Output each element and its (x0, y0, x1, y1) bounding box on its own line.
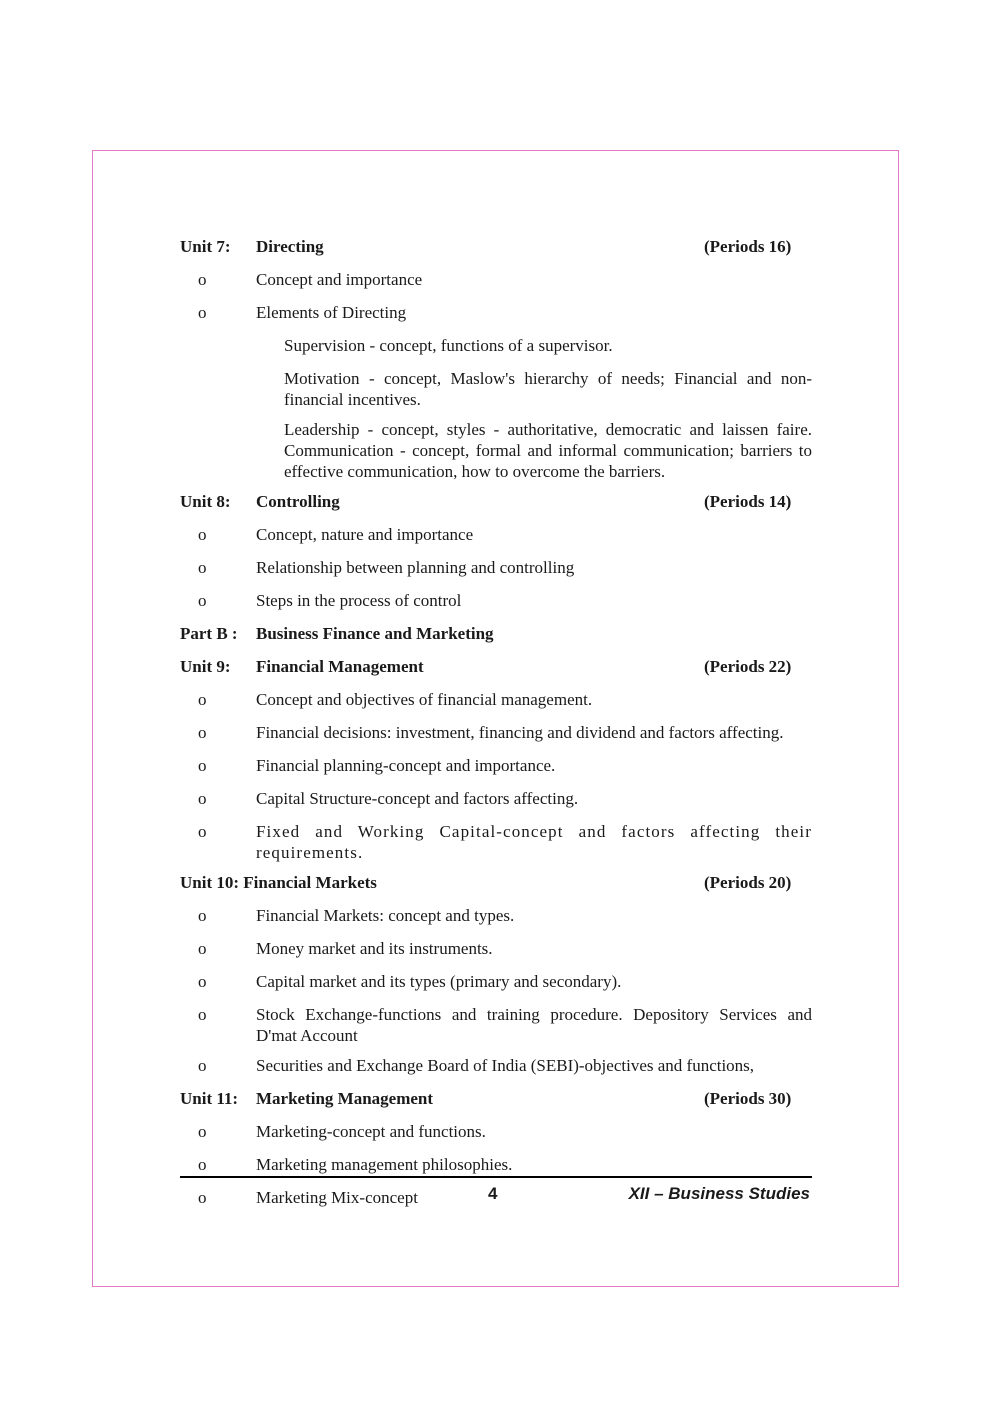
bullet-marker: o (198, 1122, 207, 1141)
unit-label: Unit 11: (180, 1089, 239, 1108)
list-item (180, 557, 812, 581)
item-text: Securities and Exchange Board of India (SEBI)-objectives and functions, (256, 1056, 755, 1075)
unit-9-header (180, 656, 812, 680)
bullet-marker: o (198, 1188, 207, 1207)
bullet-marker: o (198, 1155, 207, 1174)
unit-title: Unit 10: Financial Markets (180, 873, 377, 892)
unit-title: Financial Management (256, 657, 424, 676)
list-item (180, 905, 812, 929)
item-text: Capital market and its types (primary and secondary). (256, 972, 622, 991)
bullet-marker: o (198, 789, 207, 808)
item-text: Marketing management philosophies. (256, 1155, 513, 1174)
list-item (180, 1121, 812, 1145)
item-text: Financial decisions: investment, financing and dividend and factors affecting. (256, 723, 784, 742)
unit-7-header (180, 236, 812, 260)
unit-8-header (180, 491, 812, 515)
unit-periods: (Periods 14) (704, 492, 792, 511)
part-b-header (180, 623, 812, 647)
list-item (180, 755, 812, 779)
bullet-marker: o (198, 906, 207, 925)
bullet-marker: o (198, 756, 207, 775)
unit-title: Controlling (256, 492, 340, 511)
item-text: Fixed and Working Capital-concept and factors affecting their requirements. (256, 822, 812, 862)
list-item (180, 689, 812, 713)
bullet-marker: o (198, 525, 207, 544)
list-item (180, 1055, 812, 1079)
unit-periods: (Periods 16) (704, 237, 792, 256)
bullet-marker: o (198, 1056, 207, 1075)
list-item (180, 788, 812, 812)
bullet-marker: o (198, 972, 207, 991)
list-item (180, 1004, 812, 1046)
bullet-marker: o (198, 270, 207, 289)
item-text: Elements of Directing (256, 303, 407, 322)
footer-rule (180, 1176, 812, 1178)
list-item (180, 1154, 812, 1178)
part-title: Business Finance and Marketing (256, 624, 494, 643)
item-text: Marketing-concept and functions. (256, 1122, 486, 1141)
unit-label: Unit 7: (180, 237, 231, 256)
bullet-marker: o (198, 723, 207, 742)
list-item (180, 590, 812, 614)
bullet-marker: o (198, 558, 207, 577)
item-text: Relationship between planning and controlling (256, 558, 575, 577)
page-number: 4 (488, 1184, 498, 1203)
item-text: Stock Exchange-functions and training procedure. Depository Services and D'mat Account (256, 1005, 812, 1045)
unit-periods: (Periods 20) (704, 873, 792, 892)
unit-periods: (Periods 22) (704, 657, 792, 676)
item-text: Financial planning-concept and importance. (256, 756, 556, 775)
sub-item-text: Supervision - concept, functions of a supervisor. (284, 336, 613, 355)
list-item (180, 971, 812, 995)
unit-label: Unit 8: (180, 492, 231, 511)
bullet-marker: o (198, 939, 207, 958)
bullet-marker: o (198, 591, 207, 610)
unit-11-header (180, 1088, 812, 1112)
unit-title: Marketing Management (256, 1089, 434, 1108)
sub-item-text: Motivation - concept, Maslow's hierarchy of needs; Financial and non-financial incentives. (284, 369, 812, 409)
sub-item-text: Leadership - concept, styles - authoritative, democratic and laissen faire. Communication - concept, formal and informal communication; barriers to effective communication, how to overcome the barriers. (284, 420, 812, 481)
item-text: Concept and objectives of financial management. (256, 690, 593, 709)
item-text: Marketing Mix-concept (256, 1188, 418, 1207)
item-text: Capital Structure-concept and factors affecting. (256, 789, 579, 808)
item-text: Money market and its instruments. (256, 939, 493, 958)
item-text: Concept and importance (256, 270, 423, 289)
unit-10-header (180, 872, 812, 896)
sub-item (180, 419, 812, 482)
bullet-marker: o (198, 303, 207, 322)
unit-label: Unit 9: (180, 657, 231, 676)
list-item (180, 269, 812, 293)
list-item (180, 524, 812, 548)
unit-periods: (Periods 30) (704, 1089, 792, 1108)
unit-title: Directing (256, 237, 324, 256)
bullet-marker: o (198, 822, 207, 841)
item-text: Steps in the process of control (256, 591, 462, 610)
sub-item (180, 335, 812, 359)
item-text: Concept, nature and importance (256, 525, 474, 544)
bullet-marker: o (198, 690, 207, 709)
sub-item (180, 368, 812, 410)
footer-title: XII – Business Studies (628, 1184, 810, 1203)
list-item (180, 302, 812, 326)
bullet-marker: o (198, 1005, 207, 1024)
item-text: Financial Markets: concept and types. (256, 906, 515, 925)
list-item (180, 938, 812, 962)
part-label: Part B : (180, 624, 238, 643)
list-item (180, 722, 812, 746)
list-item (180, 821, 812, 863)
syllabus-content (180, 236, 812, 1220)
